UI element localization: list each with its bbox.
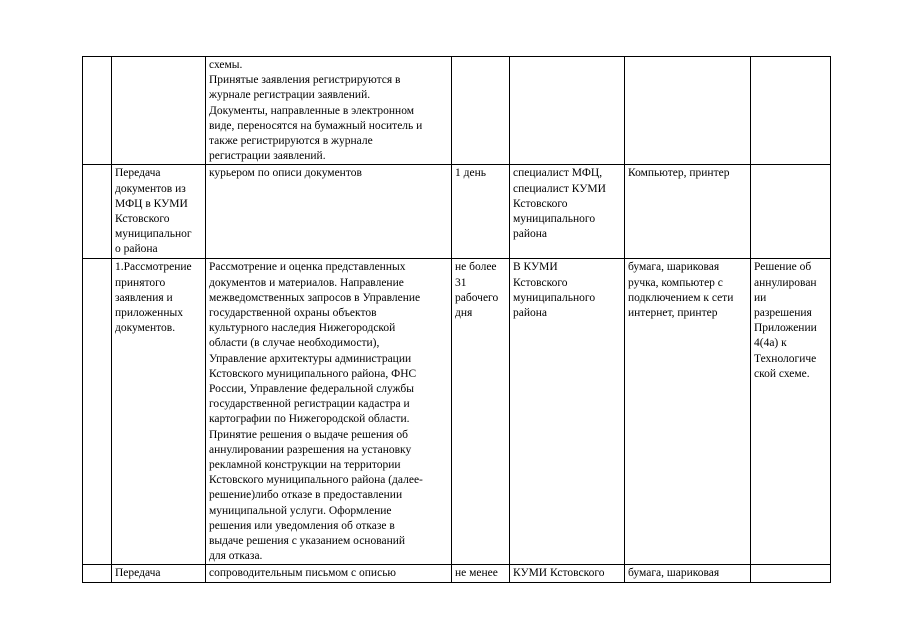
table-cell-executor: специалист МФЦ, специалист КУМИ Кстовского муниципального района <box>510 165 625 259</box>
table-cell-result <box>751 565 831 583</box>
table-cell-result: Решение об аннулирован ии разрешения Приложении 4(4а) к Технологиче ской схеме. <box>751 259 831 565</box>
table-cell-executor: КУМИ Кстовского <box>510 565 625 583</box>
process-table <box>82 56 831 583</box>
table-cell-stage <box>112 57 206 165</box>
table-cell-description: сопроводительным письмом с описью <box>206 565 452 583</box>
table-cell-resources: бумага, шариковая <box>625 565 751 583</box>
table-cell-resources: Компьютер, принтер <box>625 165 751 259</box>
table-cell-stage: Передача <box>112 565 206 583</box>
table-cell-stage: 1.Рассмотрение принятого заявления и приложенных документов. <box>112 259 206 565</box>
table-cell-number <box>83 565 112 583</box>
table-cell-result <box>751 165 831 259</box>
table-row <box>83 57 831 165</box>
table-cell-term: не более 31 рабочего дня <box>452 259 510 565</box>
table-cell-number <box>83 165 112 259</box>
table-cell-number <box>83 259 112 565</box>
table-cell-term: не менее <box>452 565 510 583</box>
table-cell-description: Рассмотрение и оценка представленных документов и материалов. Направление межведомственных запросов в Управление государственной охраны объектов культурного наследия Нижегородской области (в случае необходимости), Управление архитектуры администрации Кстовского муниципального района, ФНС России, Управление федеральной службы государственной регистрации кадастра и картографии по Нижегородской области. Принятие решения о выдаче решения об аннулировании разрешения на установку рекламной конструкции на территории Кстовского муниципального района (далее- решение)либо отказе в предоставлении муниципальной услуги. Оформление решения или уведомления об отказе в выдаче решения с указанием оснований для отказа. <box>206 259 452 565</box>
table-cell-resources: бумага, шариковая ручка, компьютер с подключением к сети интернет, принтер <box>625 259 751 565</box>
table-cell-term: 1 день <box>452 165 510 259</box>
table-cell-term <box>452 57 510 165</box>
table-cell-executor: В КУМИ Кстовского муниципального района <box>510 259 625 565</box>
table-cell-executor <box>510 57 625 165</box>
table-row <box>83 259 831 565</box>
table-cell-resources <box>625 57 751 165</box>
table-row <box>83 165 831 259</box>
table-cell-result <box>751 57 831 165</box>
table-cell-number <box>83 57 112 165</box>
table-cell-stage: Передача документов из МФЦ в КУМИ Кстовского муниципальног о района <box>112 165 206 259</box>
table-row <box>83 565 831 583</box>
table-cell-description: схемы. Принятые заявления регистрируются в журнале регистрации заявлений. Документы, направленные в электронном виде, переносятся на бумажный носитель и также регистрируются в журнале регистрации заявлений. <box>206 57 452 165</box>
table-cell-description: курьером по описи документов <box>206 165 452 259</box>
